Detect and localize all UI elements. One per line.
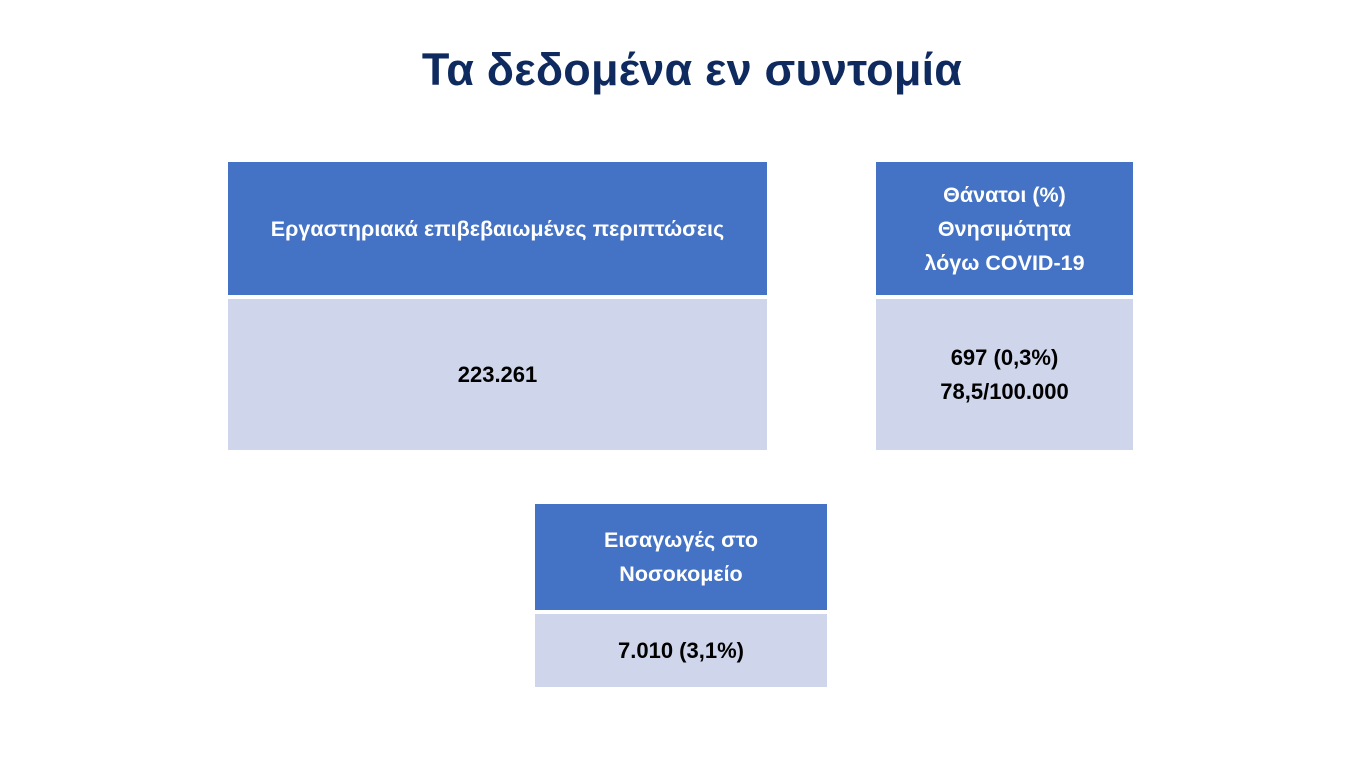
hospital-admissions-header-line-1: Εισαγωγές στο bbox=[603, 528, 758, 552]
confirmed-cases-header: Εργαστηριακά επιβεβαιωμένες περιπτώσεις bbox=[228, 162, 767, 295]
confirmed-cases-value: 223.261 bbox=[228, 299, 767, 450]
hospital-admissions-card bbox=[535, 504, 827, 687]
deaths-header-line-2: Θνησιμότητα bbox=[937, 216, 1072, 241]
deaths-header-line-3: λόγω COVID-19 bbox=[924, 250, 1085, 275]
mortality-rate: 78,5/100.000 bbox=[940, 378, 1069, 404]
deaths-header-line-1: Θάνατοι (%) bbox=[943, 182, 1066, 207]
deaths-card bbox=[876, 162, 1133, 450]
hospital-admissions-header-line-2: Νοσοκομείο bbox=[619, 562, 743, 586]
deaths-header bbox=[876, 162, 1133, 295]
page-title: Τα δεδομένα εν συντομία bbox=[421, 44, 963, 95]
confirmed-cases-card bbox=[228, 162, 767, 450]
deaths-value bbox=[876, 299, 1133, 450]
hospital-admissions-value: 7.010 (3,1%) bbox=[535, 614, 827, 687]
hospital-admissions-header bbox=[535, 504, 827, 610]
deaths-count: 697 (0,3%) bbox=[950, 344, 1059, 370]
